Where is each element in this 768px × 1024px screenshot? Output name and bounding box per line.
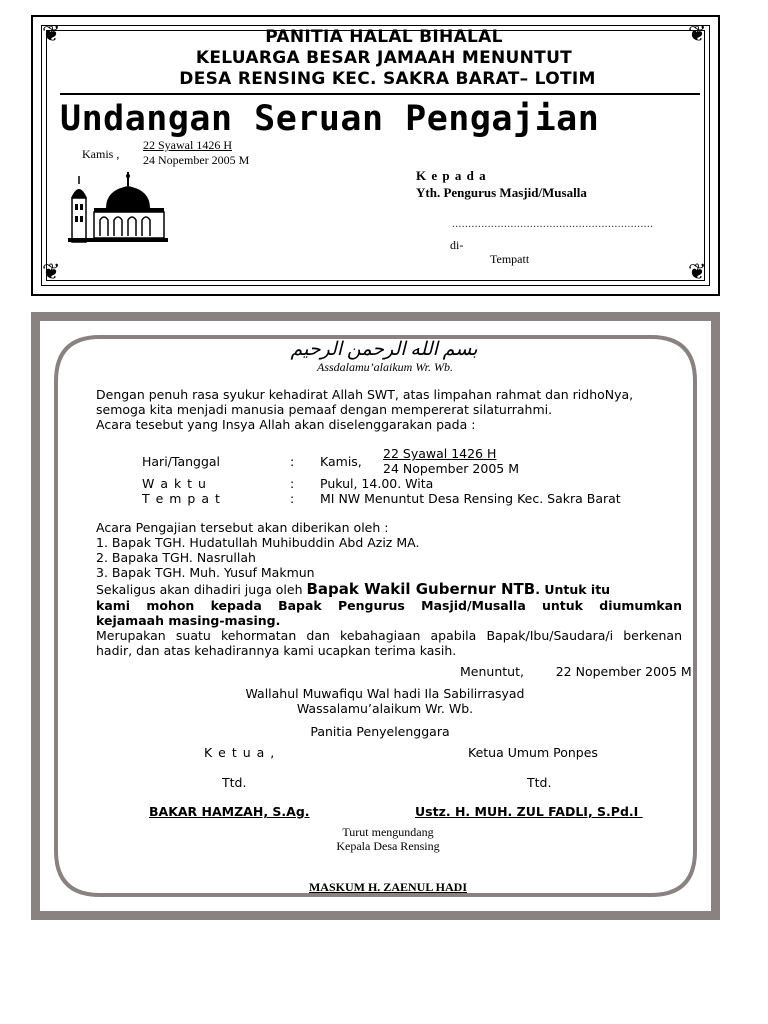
intro-line-1: Dengan penuh rasa syukur kehadirat Allah SWT, atas limpahan rahmat dan ridhoNya,: [96, 387, 634, 402]
header-rule: [60, 93, 700, 95]
ornament-bottom-left-icon: ❦: [42, 260, 61, 285]
recipient-di: di-: [450, 238, 464, 252]
speaker-3: 3. Bapak TGH. Muh. Yusuf Makmun: [96, 565, 315, 580]
schedule-time-label: W a k t u: [142, 476, 207, 491]
sign-right-role: Ketua Umum Ponpes: [468, 745, 598, 760]
sign-left-role: K e t u a ,: [204, 745, 276, 760]
schedule-colon-3: :: [290, 491, 295, 506]
schedule-date-hijri: 22 Syawal 1426 H: [383, 446, 497, 461]
schedule-day: Kamis,: [320, 454, 362, 469]
schedule-date-masehi: 24 Nopember 2005 M: [383, 461, 519, 476]
attend-line: [96, 580, 610, 598]
sign-left-name: BAKAR HAMZAH, S.Ag.: [149, 804, 310, 819]
cosign-name: MASKUM H. ZAENUL HADI: [308, 880, 467, 894]
recipient-place: Tempatt: [490, 252, 530, 266]
schedule-colon-1: :: [290, 454, 295, 469]
place-date: Menuntut, 22 Nopember 2005 M: [460, 664, 692, 679]
wassalam-line: Wassalamu’alaikum Wr. Wb.: [296, 701, 474, 716]
mosque-icon: [68, 170, 170, 244]
attend-suffix: . Untuk itu: [535, 582, 611, 597]
schedule-place-label: T e m p a t: [142, 491, 221, 506]
speaker-1: 1. Bapak TGH. Hudatullah Muhibuddin Abd Aziz MA.: [96, 535, 420, 550]
sign-left-ttd: Ttd.: [222, 775, 247, 790]
intro-line-2: semoga kita menjadi manusia pemaaf dengan mempererat silaturrahmi.: [96, 402, 553, 417]
closing-line-2: hadir, dan atas kehadirannya kami ucapkan terima kasih.: [96, 643, 457, 658]
greeting: Assdalamu’alaikum Wr. Wb.: [317, 360, 453, 374]
announce-line-1: kami mohon kepada Bapak Pengurus Masjid/Musalla untuk diumumkan: [96, 598, 682, 613]
invitation-title: Undangan Seruan Pengajian: [60, 99, 600, 139]
header-line-2: KELUARGA BESAR JAMAAH MENUNTUT: [195, 48, 573, 68]
envelope-date-masehi: 24 Nopember 2005 M: [143, 153, 250, 167]
recipient-dots: ..............................................................: [452, 218, 654, 230]
basmalah-calligraphy: بسم الله الرحمن الرحيم: [290, 339, 478, 360]
ornament-bottom-right-icon: ❦: [688, 260, 707, 285]
header-line-3: DESA RENSING KEC. SAKRA BARAT– LOTIM: [179, 69, 596, 89]
attend-prefix: Sekaligus akan dihadiri juga oleh: [96, 582, 307, 597]
recipient-name: Yth. Pengurus Masjid/Musalla: [416, 185, 587, 200]
committee-label: Panitia Penyelenggara: [310, 724, 450, 739]
closing-line-1: Merupakan suatu kehormatan dan kebahagiaan apabila Bapak/Ibu/Saudara/i berkenan: [96, 628, 682, 643]
speakers-intro: Acara Pengajian tersebut akan diberikan oleh :: [96, 520, 389, 535]
cosign-line-2: Kepala Desa Rensing: [336, 839, 440, 853]
sign-right-ttd: Ttd.: [527, 775, 552, 790]
envelope-date-hijri: 22 Syawal 1426 H: [143, 138, 232, 152]
schedule-time: Pukul, 14.00. Wita: [320, 476, 434, 491]
attend-guest: Bapak Wakil Gubernur NTB: [306, 580, 536, 598]
schedule-place: MI NW Menuntut Desa Rensing Kec. Sakra Barat: [320, 491, 621, 506]
cosign-line-1: Turut mengundang: [342, 825, 434, 839]
sign-right-name: Ustz. H. MUH. ZUL FADLI, S.Pd.I: [415, 804, 643, 819]
recipient-label: K e p a d a: [416, 168, 487, 183]
schedule-colon-2: :: [290, 476, 295, 491]
wallahul-line: Wallahul Muwafiqu Wal hadi Ila Sabilirrasyad: [245, 686, 525, 701]
envelope-day: Kamis ,: [82, 147, 120, 161]
schedule-date-label: Hari/Tanggal: [142, 454, 221, 469]
intro-line-3: Acara tesebut yang Insya Allah akan diselenggarakan pada :: [96, 417, 476, 432]
header-line-1: PANITIA HALAL BIHALAL: [265, 27, 503, 47]
speaker-2: 2. Bapaka TGH. Nasrullah: [96, 550, 256, 565]
ornament-top-right-icon: ❦: [688, 22, 707, 47]
ornament-top-left-icon: ❦: [42, 22, 61, 47]
announce-line-2: kejamaah masing-masing.: [96, 613, 281, 628]
